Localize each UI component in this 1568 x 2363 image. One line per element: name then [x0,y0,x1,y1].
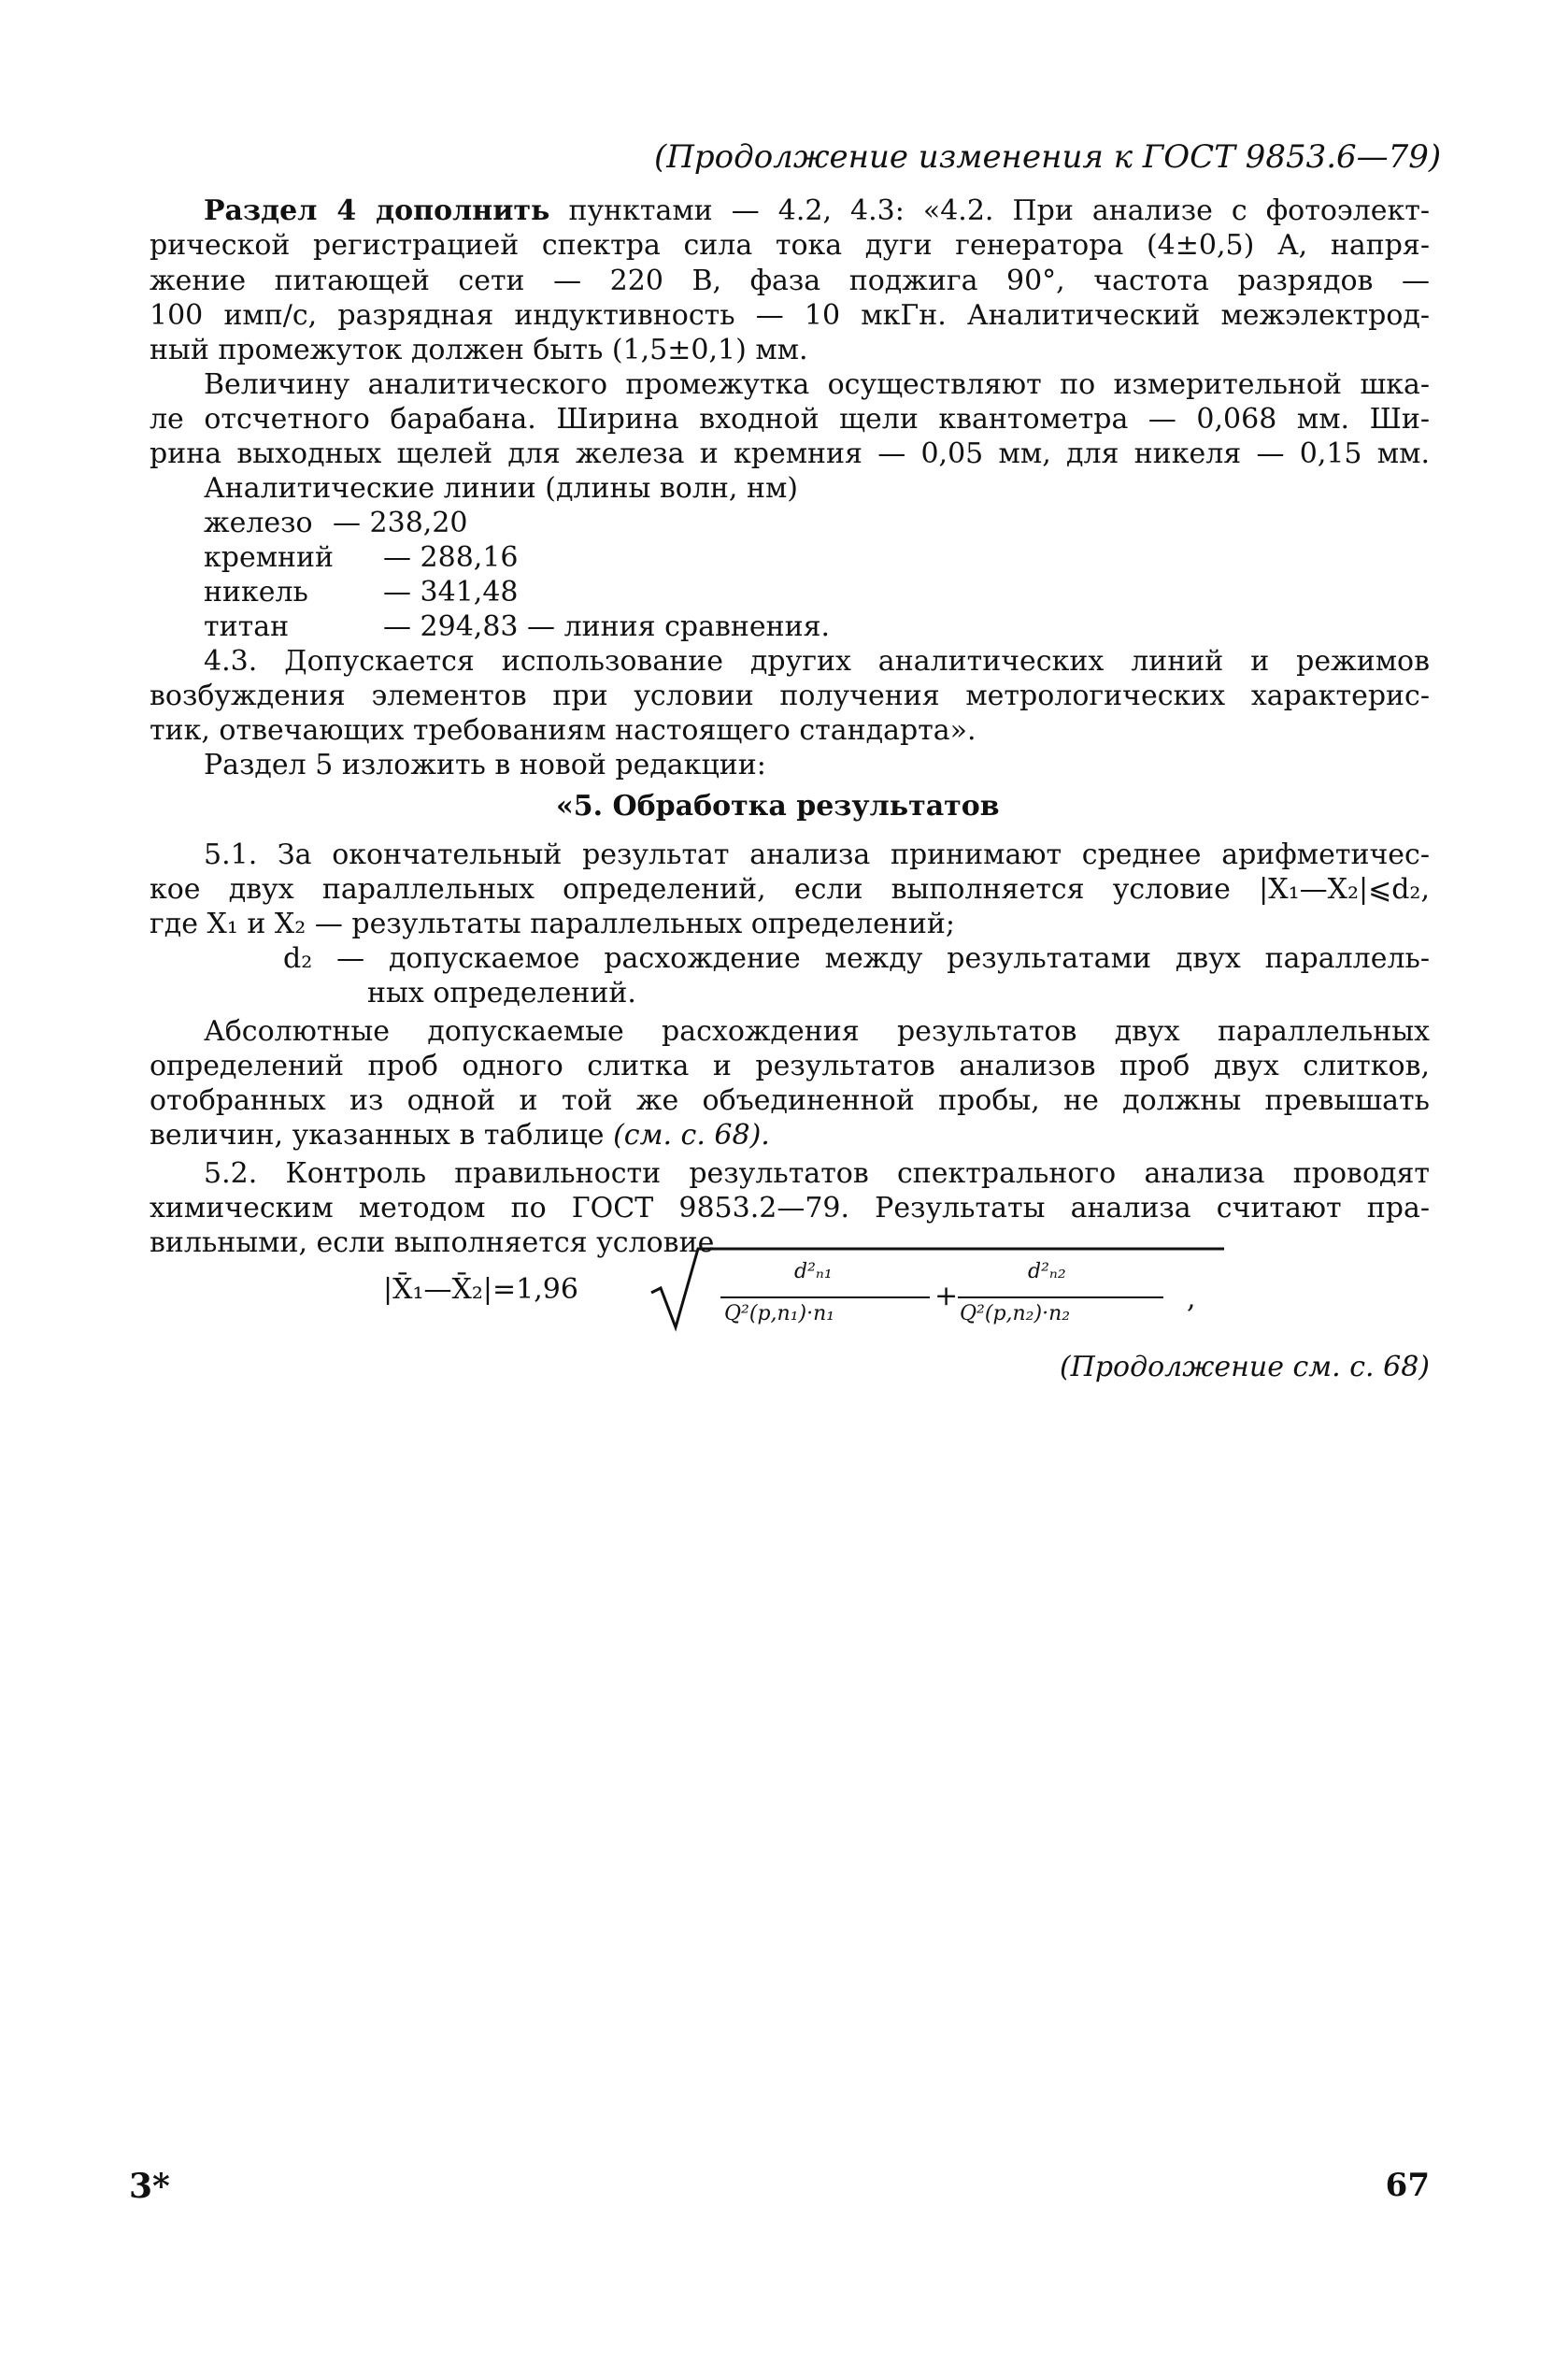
paragraph-line: Аналитические линии (длины волн, нм) [204,472,798,505]
table-reference-text: величин, указанных в таблице [150,1119,605,1152]
formula-numerator-1: d²ₙ₁ [794,1260,833,1283]
spectral-line-name: железо [204,507,313,539]
paragraph-line: 5.2. Контроль правильности результатов спектрального анализа проводят [204,1157,1430,1190]
continuation-note: (Продолжение см. с. 68) [1059,1351,1430,1383]
spectral-line-name: титан [204,610,290,643]
formula-denominator-1: Q²(p,n₁)·n₁ [724,1302,835,1325]
paragraph-line: Раздел 5 изложить в новой редакции: [204,749,766,781]
page-header: (Продолжение изменения к ГОСТ 9853.6—79) [654,138,1442,176]
spectral-line-value: — 294,83 — линия сравнения. [383,610,831,643]
paragraph-line: ле отсчетного барабана. Ширина входной щели квантометра — 0,068 мм. Ши- [150,403,1430,436]
paragraph-line: 5.1. За окончательный результат анализа принимают среднее арифметичес- [204,838,1430,871]
paragraph-line: ный промежуток должен быть (1,5±0,1) мм. [150,334,808,366]
paragraph-line: 100 имп/с, разрядная индуктивность — 10 мкГн. Аналитический межэлектрод- [150,299,1430,332]
spectral-line-value: — 238,20 [333,507,468,539]
paragraph-line: отобранных из одной и той же объединенной пробы, не должны превышать [150,1084,1430,1117]
formula [383,1232,1224,1344]
spectral-line-value: — 288,16 [383,541,519,574]
formula-plus: + [934,1280,959,1312]
paragraph-line: химическим методом по ГОСТ 9853.2—79. Результаты анализа считают пра- [150,1192,1430,1224]
paragraph-line: жение питающей сети — 220 В, фаза поджига 90°, частота разрядов — [150,265,1430,297]
paragraph-line [150,1119,770,1153]
page-number: 67 [1385,2167,1430,2204]
paragraph-line: определений проб одного слитка и результатов анализов проб двух слитков, [150,1050,1430,1082]
formula-comma: , [1187,1282,1196,1315]
paragraph-line: Величину аналитического промежутка осуществляют по измерительной шка- [204,368,1430,401]
paragraph-line: рина выходных щелей для железа и кремния — 0,05 мм, для никеля — 0,15 мм. [150,437,1430,470]
table-reference-link: (см. с. 68). [613,1119,770,1152]
spectral-line-name: кремний [204,541,335,574]
section-4-lead: Раздел 4 дополнить [204,194,550,227]
spectral-line-value: — 341,48 [383,576,519,609]
paragraph-line: тик, отвечающих требованиям настоящего стандарта». [150,714,976,747]
paragraph-line: Абсолютные допускаемые расхождения результатов двух параллельных [204,1015,1430,1048]
paragraph-line: где X₁ и X₂ — результаты параллельных определений; [150,908,955,940]
paragraph-line: d₂ — допускаемое расхождение между результатами двух параллель- [283,942,1430,975]
formula-numerator-2: d²ₙ₂ [1028,1260,1066,1283]
section-title: «5. Обработка результатов [556,790,1000,823]
paragraph-line: возбуждения элементов при условии получения метрологических характерис- [150,680,1430,712]
paragraph-line: 4.3. Допускается использование других аналитических линий и режимов [204,645,1430,678]
spectral-line-name: никель [204,576,308,609]
signature-mark: 3* [129,2167,170,2206]
section-4-lead-rest: пунктами — 4.2, 4.3: «4.2. При анализе с фотоэлект- [568,194,1430,227]
paragraph-line [204,194,1430,228]
paragraph-line: кое двух параллельных определений, если выполняется условие |X₁—X₂|⩽d₂, [150,873,1430,906]
formula-denominator-2: Q²(p,n₂)·n₂ [960,1302,1071,1325]
paragraph-line: вильными, если выполняется условие [150,1226,715,1259]
formula-lhs: |X̄₁—X̄₂|=1,96 [383,1273,578,1306]
paragraph-line: рической регистрацией спектра сила тока дуги генератора (4±0,5) А, напря- [150,229,1430,262]
paragraph-line: ных определений. [367,977,636,1010]
